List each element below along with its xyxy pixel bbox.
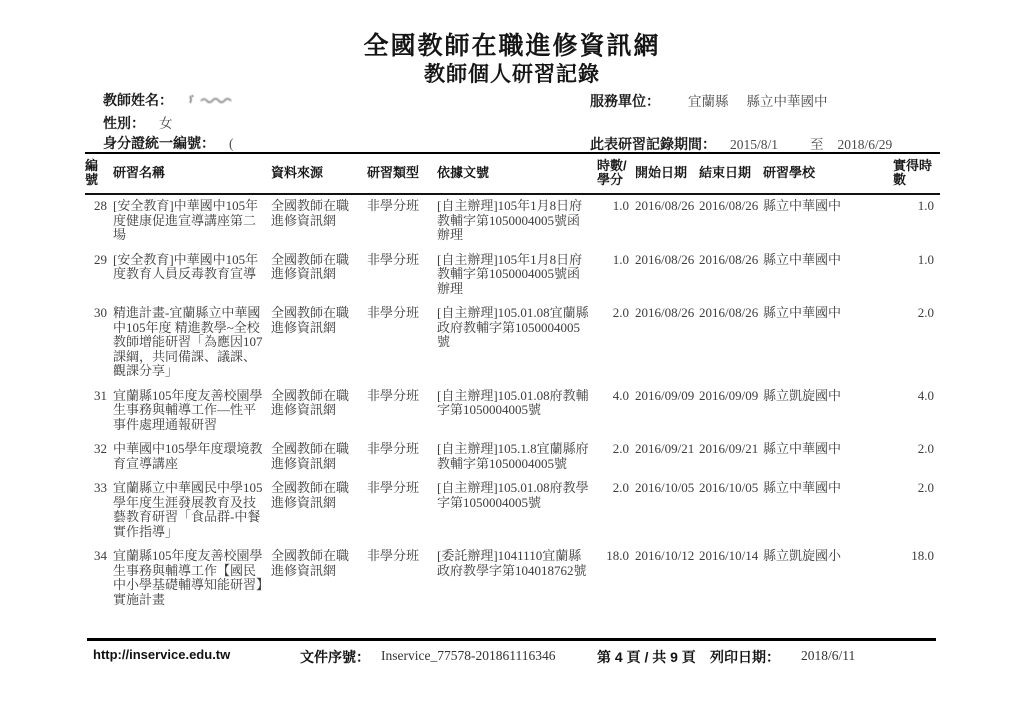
column-header-no: 編號 (85, 154, 113, 194)
service-unit-county: 宜蘭縣 (688, 94, 729, 109)
row-no-cell: 33 (94, 480, 107, 495)
hours-cell: 2.0 (612, 480, 629, 495)
school-cell: 縣立中華國中 (763, 305, 842, 320)
actual-hours-cell: 2.0 (917, 441, 934, 456)
reference-cell: [自主辦理]105.01.08府教輔字第1050004005號 (437, 387, 589, 417)
footer-rule (87, 638, 936, 641)
row-no-cell: 30 (94, 305, 107, 320)
source-cell: 全國教師在職進修資訊網 (271, 387, 350, 417)
course-name-cell: 宜蘭縣105年度友善校園學生事務與輔導工作【國民中小學基礎輔導知能研習】實施計畫 (113, 548, 263, 607)
course-name-cell: [安全教育]中華國中105年度教育人員反毒教育宣導 (113, 251, 259, 281)
start-date-cell: 2016/10/12 (635, 548, 695, 563)
table-header-row (85, 154, 940, 194)
teacher-name-row (103, 90, 239, 110)
row-no-cell: 28 (94, 198, 107, 213)
print-date-value: 2018/6/11 (801, 648, 856, 663)
service-unit-label: 服務單位： (590, 93, 660, 109)
course-name-cell: 精進計畫-宜蘭縣立中華國中105年度 精進教學~全校教師增能研習「為應因107課綱，共同備課、議課、觀課分享」 (113, 305, 263, 378)
type-cell: 非學分班 (367, 198, 420, 213)
start-date-cell: 2016/08/26 (635, 305, 695, 320)
school-cell: 縣立凱旋國中 (763, 387, 842, 403)
row-no-cell: 34 (94, 548, 107, 563)
record-period-row (590, 133, 892, 154)
start-date-cell: 2016/09/21 (635, 441, 695, 456)
reference-cell: [自主辦理]105.01.08府教學字第1050004005號 (437, 480, 589, 510)
column-header-source: 資料來源 (271, 154, 367, 194)
reference-cell: [自主辦理]105年1月8日府教輔字第1050004005號函辦理 (437, 198, 583, 242)
start-date-cell: 2016/08/26 (635, 198, 695, 213)
records-table (85, 154, 940, 613)
actual-hours-cell: 2.0 (917, 480, 934, 495)
school-cell: 縣立中華國中 (763, 480, 842, 495)
school-cell: 縣立中華國中 (763, 441, 842, 456)
table-row (85, 249, 940, 303)
start-date-cell: 2016/09/09 (635, 387, 695, 403)
hours-cell: 1.0 (612, 198, 629, 213)
source-cell: 全國教師在職進修資訊網 (271, 480, 350, 510)
row-no-cell: 29 (94, 251, 107, 267)
record-period-end: 2018/6/29 (837, 137, 893, 152)
school-cell: 縣立中華國中 (763, 198, 842, 213)
column-header-ref: 依據文號 (437, 154, 597, 194)
teacher-name-label: 教師姓名： (103, 92, 173, 108)
table-row (85, 194, 940, 249)
gender-value: 女 (159, 116, 173, 131)
table-row (85, 438, 940, 477)
page-title: 全國教師在職進修資訊網 (363, 33, 661, 60)
id-number-value: ( (229, 136, 234, 151)
doc-serial-value: Inservice_77578-201861116346 (381, 648, 556, 663)
table-row (85, 477, 940, 545)
end-date-cell: 2016/08/26 (699, 305, 759, 320)
table-body (85, 194, 940, 613)
type-cell: 非學分班 (367, 441, 420, 456)
source-cell: 全國教師在職進修資訊網 (271, 548, 350, 578)
type-cell: 非學分班 (367, 387, 420, 403)
id-number-label: 身分證統一編號： (103, 135, 215, 151)
course-name-cell: 宜蘭縣105年度友善校園學生事務與輔導工作—性平事件處理通報研習 (113, 387, 263, 432)
site-url: http://inservice.edu.tw (93, 647, 231, 662)
course-name-cell: 宜蘭縣立中華國民中學105學年度生涯發展教育及技藝教育研習「食品群-中餐實作指導」 (113, 480, 263, 539)
reference-cell: [自主辦理]105.01.08宜蘭縣政府教輔字第1050004005號 (437, 305, 589, 349)
service-unit-school: 縣立中華國中 (746, 94, 828, 109)
hours-cell: 1.0 (612, 251, 629, 267)
hours-cell: 2.0 (612, 305, 629, 320)
type-cell: 非學分班 (367, 548, 420, 563)
column-header-hours: 時數/學分 (597, 154, 635, 194)
school-cell: 縣立凱旋國小 (763, 548, 842, 563)
source-cell: 全國教師在職進修資訊網 (271, 305, 350, 335)
actual-hours-cell: 18.0 (911, 548, 934, 563)
page-indicator: 第 4 頁 / 共 9 頁 (597, 649, 696, 665)
end-date-cell: 2016/09/21 (699, 441, 759, 456)
source-cell: 全國教師在職進修資訊網 (271, 251, 350, 281)
gender-label: 性別： (103, 115, 145, 131)
course-name-cell: [安全教育]中華國中105年度健康促進宣導講座第二場 (113, 198, 259, 242)
print-date-label: 列印日期： (710, 649, 780, 665)
doc-serial-label: 文件序號： (300, 649, 370, 665)
type-cell: 非學分班 (367, 480, 420, 495)
record-period-start: 2015/8/1 (730, 137, 779, 152)
table-row (85, 385, 940, 439)
column-header-name: 研習名稱 (113, 154, 271, 194)
actual-hours-cell: 4.0 (917, 387, 934, 403)
column-header-end: 結束日期 (699, 154, 763, 194)
column-header-actual: 實得時數 (893, 154, 940, 194)
teacher-name-redacted (187, 92, 239, 110)
type-cell: 非學分班 (367, 305, 420, 320)
type-cell: 非學分班 (367, 251, 420, 267)
end-date-cell: 2016/10/14 (699, 548, 759, 563)
course-name-cell: 中華國中105學年度環境教育宣導講座 (113, 441, 263, 471)
gender-row (103, 112, 173, 133)
actual-hours-cell: 2.0 (917, 305, 934, 320)
column-header-type: 研習類型 (367, 154, 437, 194)
hours-cell: 2.0 (612, 441, 629, 456)
table-header (85, 154, 940, 194)
source-cell: 全國教師在職進修資訊網 (271, 441, 350, 471)
end-date-cell: 2016/08/26 (699, 251, 759, 267)
end-date-cell: 2016/09/09 (699, 387, 759, 403)
end-date-cell: 2016/10/05 (699, 480, 759, 495)
school-cell: 縣立中華國中 (763, 251, 842, 267)
column-header-school: 研習學校 (763, 154, 893, 194)
row-no-cell: 31 (94, 387, 107, 403)
table-row (85, 302, 940, 385)
reference-cell: [自主辦理]105年1月8日府教輔字第1050004005號函辦理 (437, 251, 583, 296)
hours-cell: 4.0 (612, 387, 629, 403)
record-period-to: 至 (810, 137, 824, 152)
table-row (85, 545, 940, 613)
source-cell: 全國教師在職進修資訊網 (271, 198, 350, 228)
start-date-cell: 2016/10/05 (635, 480, 695, 495)
row-no-cell: 32 (94, 441, 107, 456)
hours-cell: 18.0 (606, 548, 629, 563)
reference-cell: [自主辦理]105.1.8宜蘭縣府教輔字第1050004005號 (437, 441, 589, 471)
id-number-row (103, 133, 234, 153)
reference-cell: [委託辦理]1041110宜蘭縣政府教學字第104018762號 (437, 548, 587, 578)
actual-hours-cell: 1.0 (917, 251, 934, 267)
page-subtitle: 教師個人研習記錄 (424, 62, 600, 86)
record-period-label: 此表研習記錄期間： (590, 136, 716, 152)
actual-hours-cell: 1.0 (917, 198, 934, 213)
column-header-start: 開始日期 (635, 154, 699, 194)
service-unit-row (590, 90, 828, 111)
start-date-cell: 2016/08/26 (635, 251, 695, 267)
end-date-cell: 2016/08/26 (699, 198, 759, 213)
page-footer (0, 647, 1024, 671)
